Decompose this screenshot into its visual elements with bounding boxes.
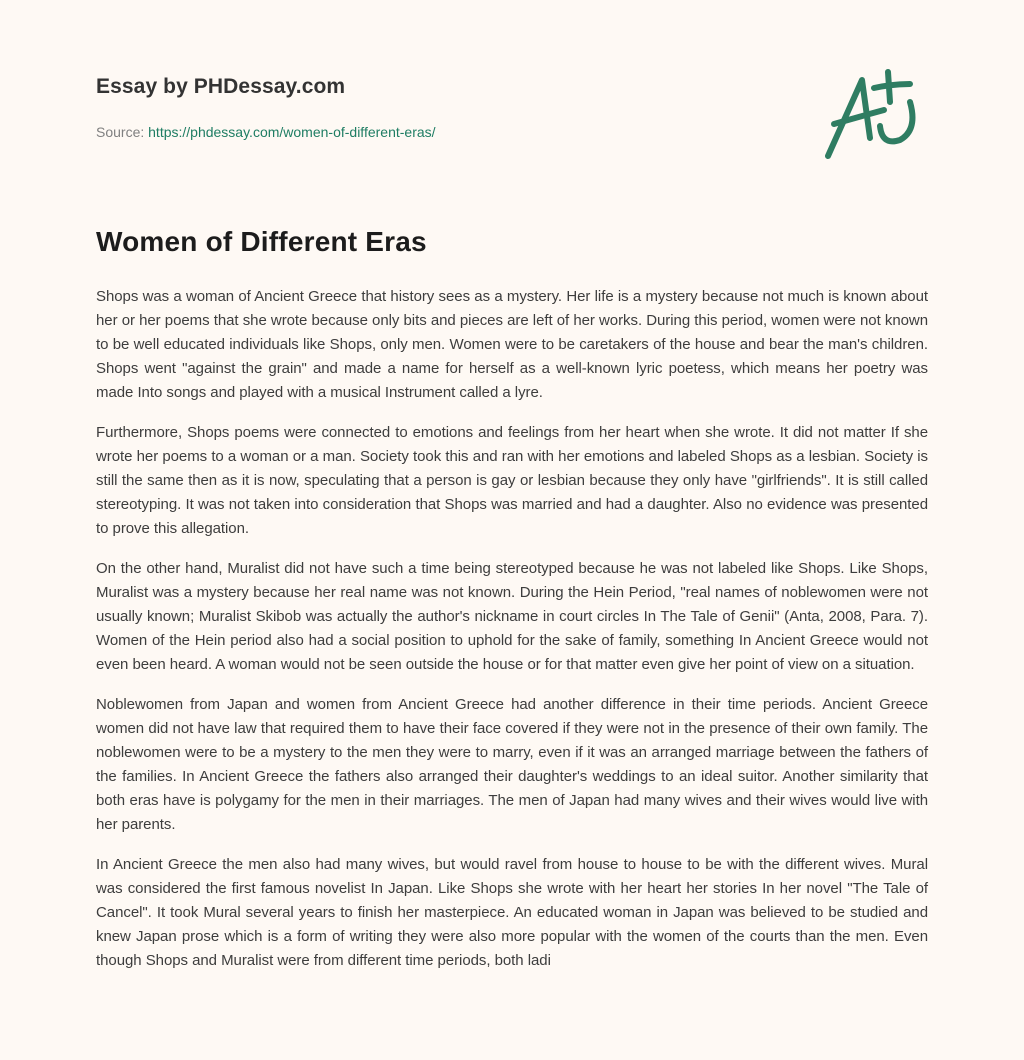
paragraph: Furthermore, Shops poems were connected to emotions and feelings from her heart when she wrote. It did not matter If she wrote her poems to a woman or a man. Society took this and ran with her emotions and labeled Shops as a lesbian. Society is still the same then as it is now, speculating that a person is gay or lesbian because they only have "girlfriends". It is still called stereotyping. It was not taken into consideration that Shops was married and had a daughter. Also no evidence was presented to prove this allegation.	[96, 424, 928, 537]
a-plus-grade-icon	[822, 68, 926, 164]
essay-page	[96, 0, 928, 969]
page-header	[96, 0, 928, 200]
paragraph: Noblewomen from Japan and women from Ancient Greece had another difference in their time periods. Ancient Greece women did not have law that required them to have their face covered if they were not in the presence of their own family. The noblewomen were to be a mystery to the men they were to marry, even if it was an arranged marriage between the fathers of the families. In Ancient Greece the fathers also arranged their daughter's weddings to an ideal suitor. Another similarity that both eras have is polygamy for the men in their marriages. The men of Japan had many wives and their wives would live with her parents.	[96, 696, 928, 833]
source-label: Source:	[96, 124, 149, 140]
essay-body	[96, 285, 928, 989]
source-link[interactable]: https://phdessay.com/women-of-different-eras/	[148, 124, 436, 140]
paragraph: On the other hand, Muralist did not have such a time being stereotyped because he was not labeled like Shops. Like Shops, Muralist was a mystery because her real name was not known. During the Hein Period, "real names of noblewomen were not usually known; Muralist Skibob was actually the author's nickname in court circles In The Tale of Genii" (Anta, 2008, Para. 7). Women of the Hein period also had a social position to uphold for the sake of family, something In Ancient Greece would not even been heard. A woman would not be seen outside the house or for that matter even give her point of view on a situation.	[96, 560, 928, 673]
site-title: Essay by PHDessay.com	[96, 75, 346, 98]
paragraph: Shops was a woman of Ancient Greece that history sees as a mystery. Her life is a mystery because not much is known about her or her poems that she wrote because only bits and pieces are left of her works. During this period, women were not known to be well educated individuals like Shops, only men. Women were to be caretakers of the house and bear the man's children. Shops went "against the grain" and made a name for herself as a well-known lyric poetess, which means her poetry was made Into songs and played with a musical Instrument called a lyre.	[96, 288, 928, 401]
document-title: Women of Different Eras	[96, 226, 427, 257]
source-line	[96, 124, 436, 140]
paragraph: In Ancient Greece the men also had many wives, but would ravel from house to house to be with the different wives. Mural was considered the first famous novelist In Japan. Like Shops she wrote with her heart her stories In her novel "The Tale of Cancel". It took Mural several years to finish her masterpiece. An educated woman in Japan was believed to be studied and knew Japan prose which is a form of writing they were also more popular with the women of the courts than the men. Even though Shops and Muralist were from different time periods, both ladi	[96, 856, 928, 969]
